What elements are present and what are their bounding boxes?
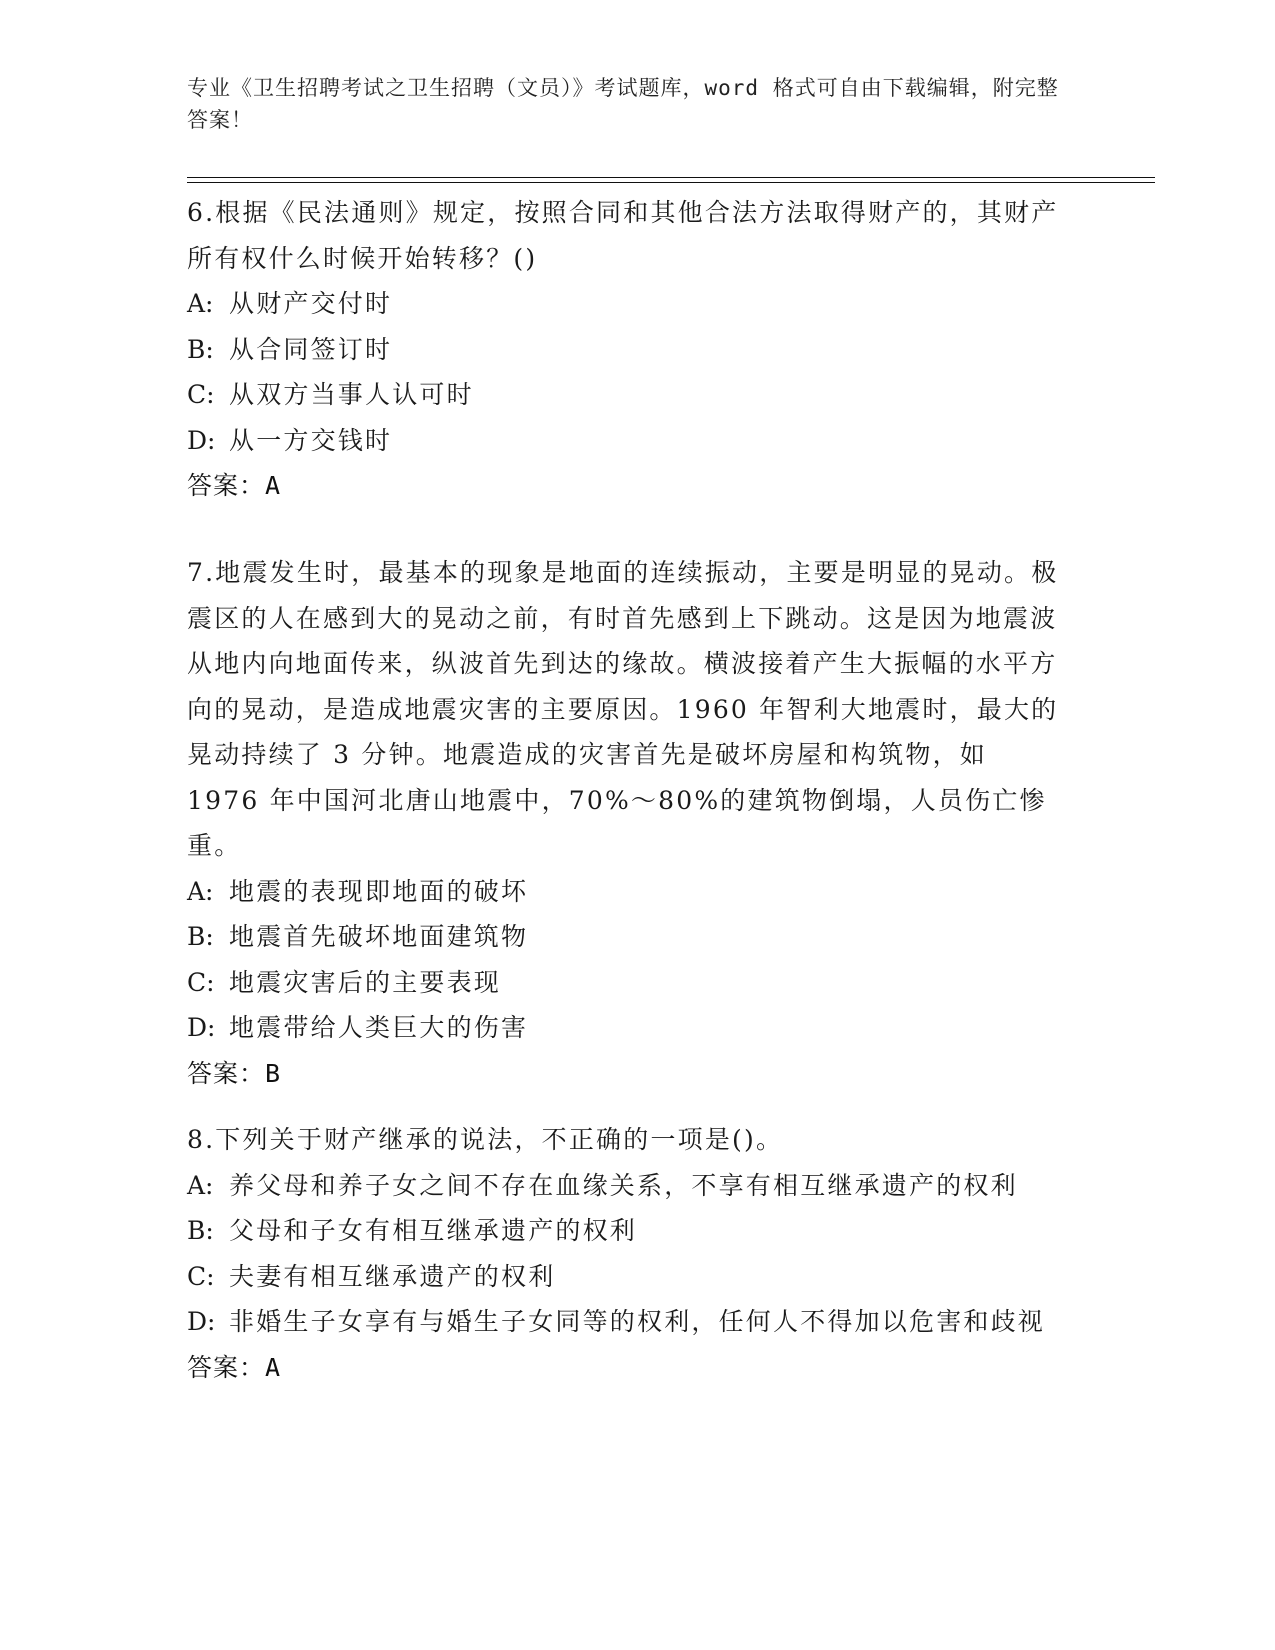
option-text: 夫妻有相互继承遗产的权利 — [229, 1261, 556, 1291]
header-divider-top — [187, 177, 1155, 178]
option-text: 地震灾害后的主要表现 — [229, 967, 502, 997]
option-b — [187, 914, 1067, 960]
option-letter: B: — [187, 1216, 214, 1245]
option-text: 地震首先破坏地面建筑物 — [229, 922, 529, 951]
option-a — [187, 869, 1067, 915]
option-text: 地震带给人类巨大的伤害 — [229, 1013, 529, 1042]
answer-line: 答案：B — [187, 1058, 282, 1088]
header-divider-bottom — [187, 182, 1155, 183]
question-8 — [187, 1117, 1067, 1390]
option-letter: C: — [187, 380, 215, 409]
option-text: 从合同签订时 — [229, 334, 393, 364]
answer-line: 答案：A — [187, 1352, 282, 1382]
option-text: 从双方当事人认可时 — [229, 380, 474, 409]
option-text: 从财产交付时 — [229, 289, 393, 318]
option-d — [187, 1299, 1067, 1345]
option-c — [187, 960, 1067, 1006]
option-a — [187, 281, 1067, 327]
option-letter: A: — [187, 289, 214, 318]
option-d — [187, 418, 1067, 464]
option-letter: B: — [187, 334, 214, 364]
option-text: 地震的表现即地面的破坏 — [229, 876, 529, 906]
question-stem: 8.下列关于财产继承的说法，不正确的一项是()。 — [187, 1125, 784, 1154]
option-d — [187, 1005, 1067, 1051]
option-text: 父母和子女有相互继承遗产的权利 — [229, 1216, 638, 1245]
question-stem: 6.根据《民法通则》规定，按照合同和其他合法方法取得财产的，其财产所有权什么时候开始转移？() — [187, 198, 1059, 273]
header-note: 专业《卫生招聘考试之卫生招聘（文员）》考试题库，word 格式可自由下载编辑，附完整答案！ — [187, 76, 1059, 132]
option-b — [187, 327, 1067, 373]
option-letter: D: — [187, 1307, 216, 1336]
question-7 — [187, 550, 1067, 1096]
option-a — [187, 1163, 1067, 1209]
question-stem: 7.地震发生时，最基本的现象是地面的连续振动，主要是明显的晃动。极震区的人在感到大的晃动之前，有时首先感到上下跳动。这是因为地震波从地内向地面传来，纵波首先到达的缘故。横波接着产生大振幅的水平方向的晃动，是造成地震灾害的主要原因。1960 年智利大地震时，最大的晃动持续了 3 分钟。地震造成的灾害首先是破坏房屋和构筑物，如 1976 年中国河北唐山地震中，70%～80%的建筑物倒塌，人员伤亡惨重。 — [187, 558, 1059, 860]
answer-line: 答案：A — [187, 471, 282, 500]
question-6 — [187, 190, 1067, 509]
option-text: 非婚生子女享有与婚生子女同等的权利，任何人不得加以危害和歧视 — [229, 1307, 1046, 1336]
option-letter: A: — [187, 1170, 214, 1200]
option-c — [187, 372, 1067, 418]
option-b — [187, 1208, 1067, 1254]
option-text: 从一方交钱时 — [229, 425, 393, 455]
option-c — [187, 1254, 1067, 1300]
option-letter: D: — [187, 425, 216, 455]
option-letter: C: — [187, 1261, 215, 1291]
option-letter: D: — [187, 1013, 216, 1042]
option-letter: B: — [187, 922, 214, 951]
option-letter: C: — [187, 967, 215, 997]
option-text: 养父母和养子女之间不存在血缘关系，不享有相互继承遗产的权利 — [229, 1170, 1018, 1200]
option-letter: A: — [187, 876, 214, 906]
